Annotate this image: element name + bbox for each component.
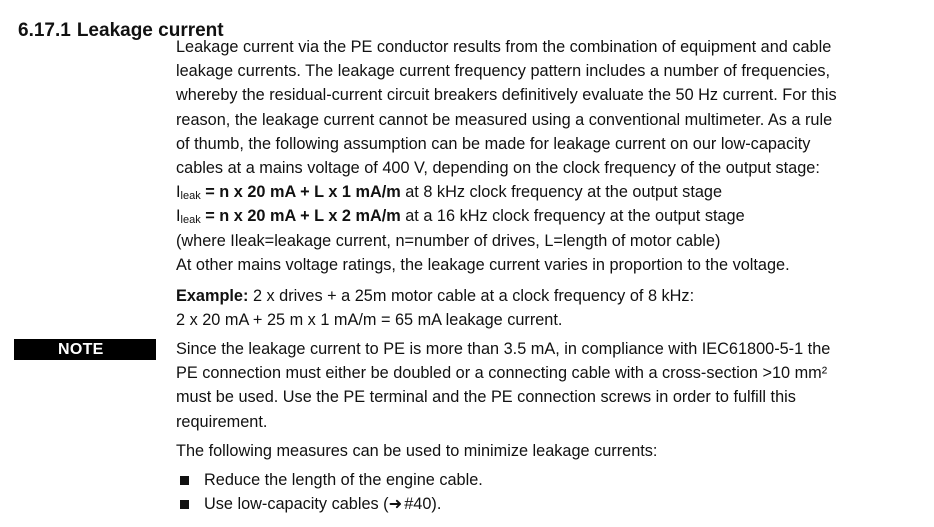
example-block [176,284,921,332]
proportion-note: At other mains voltage ratings, the leakage current varies in proportion to the voltage. [176,255,790,274]
list-item-text: Reduce the length of the engine cable. [204,471,483,489]
formula-condition: at a 16 kHz clock frequency at the output stage [405,207,745,226]
formula-expression: = n x 20 mA + L x 1 mA/m [205,183,401,202]
note-text [176,337,921,434]
leakage-description [176,35,921,277]
formula-8khz [176,180,921,204]
formula-16khz [176,204,921,228]
formula-symbol: I [176,207,181,226]
text-line: Since the leakage current to PE is more than 3.5 mA, in compliance with IEC61800-5-1 the [176,340,831,358]
example-line [176,284,921,308]
cross-reference-link[interactable]: #40 [404,495,432,513]
arrow-right-icon: ➜ [388,495,403,513]
list-item [176,492,483,516]
note-badge: NOTE [14,339,156,360]
text-line: requirement. [176,412,268,431]
measures-intro: The following measures can be used to minimize leakage currents: [176,442,658,460]
list-item-text: Use low-capacity cables ( [204,495,389,513]
list-item [176,468,483,492]
text-line: leakage currents. The leakage current frequency pattern includes a number of frequencies, [176,62,831,81]
formula-expression: = n x 20 mA + L x 2 mA/m [205,207,401,226]
section-number: 6.17.1 [18,19,71,41]
formula-symbol: I [176,183,181,202]
text-line: of thumb, the following assumption can be made for leakage current on our low-capacity [176,134,811,153]
list-item-close: ). [431,495,442,513]
section-title: Leakage current [76,19,224,41]
text-line: whereby the residual-current circuit breakers definitively evaluate the 50 Hz current. For this [176,86,837,105]
text-line: PE connection must either be doubled or a connecting cable with a cross-section >10 mm² [176,364,828,383]
text-line: reason, the leakage current cannot be measured using a conventional multimeter. As a rule [176,110,833,129]
measures-list [176,468,483,516]
square-bullet-icon [180,476,189,485]
formula-subscript: leak [180,190,201,203]
formula-subscript: leak [180,214,201,227]
formula-condition: at 8 kHz clock frequency at the output stage [405,183,723,202]
text-line: Leakage current via the PE conductor results from the combination of equipment and cable [176,38,832,56]
example-label: Example: [176,287,249,305]
text-line: must be used. Use the PE terminal and the PE connection screws in order to fulfill this [176,388,796,407]
example-result: 2 x 20 mA + 25 m x 1 mA/m = 65 mA leakage current. [176,311,563,330]
formula-legend: (where Ileak=leakage current, n=number of drives, L=length of motor cable) [176,231,721,250]
text-line: cables at a mains voltage of 400 V, depending on the clock frequency of the output stage: [176,158,820,177]
example-text: 2 x drives + a 25m motor cable at a clock frequency of 8 kHz: [252,287,695,305]
square-bullet-icon [180,500,189,509]
